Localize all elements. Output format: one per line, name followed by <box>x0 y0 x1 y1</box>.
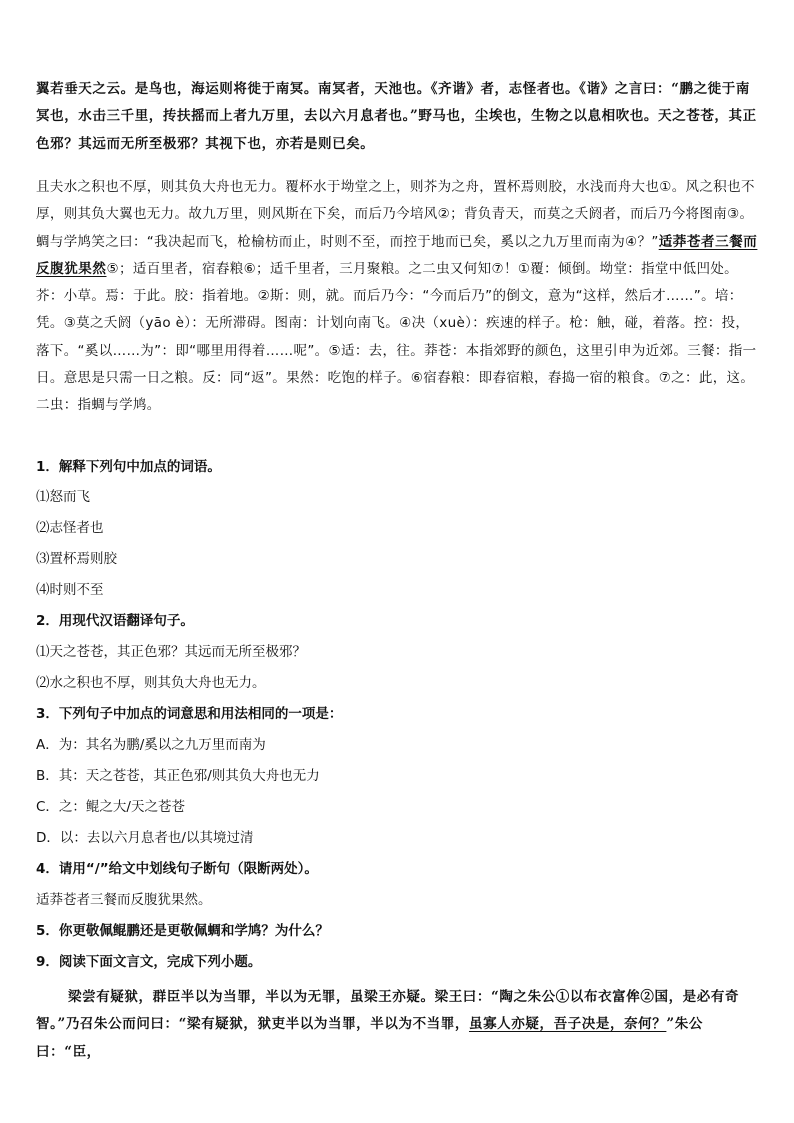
question-1-item-2: ⑵志怪者也 <box>36 520 104 536</box>
question-3-option-d: D．以：去以六月息者也/以其境过清 <box>36 830 254 846</box>
question-3-option-b: B．其：天之苍苍，其正色邪/则其负大舟也无力 <box>36 768 320 784</box>
question-4-sentence: 适莽苍者三餐而反腹犹果然。 <box>36 892 212 908</box>
question-4-title: 4．请用“/”给文中划线句子断句（限断两处）。 <box>36 861 318 877</box>
question-1-title: 1．解释下列句中加点的词语。 <box>36 459 221 475</box>
question-3-option-a: A．为：其名为鹏/奚以之九万里而南为 <box>36 737 266 753</box>
passage2-underlined-sentence: 虽寡人亦疑，吾子决是，奈何？ <box>468 1016 667 1033</box>
annotation-notes: ①覆：倾倒。坳堂：指堂中低凹处。芥：小草。焉：于此。胶：指着地。②斯：则，就。而后乃今：“今而后乃”的倒文，意为“这样，然后才……”。培：凭。③莫之夭阏（yāo è）：无所滞碍。图南：计划向南飞。④决（xuè）：疾速的样子。枪：触，碰，着落。控：投，落下。“奚以……为”：即“哪里用得着……呢”。⑤适：去，往。莽苍：本指郊野的颜色，这里引申为近郊。三餐：指一日。意思是只需一日之粮。反：同“返”。果然：吃饱的样子。⑥宿舂粮：即舂宿粮，舂捣一宿的粮食。⑦之：此，这。二虫：指蜩与学鸠。 <box>36 260 757 414</box>
question-5-title: 5．你更敬佩鲲鹏还是更敬佩蜩和学鸠？为什么？ <box>36 923 329 939</box>
passage1-original-text: 翼若垂天之云。是鸟也，海运则将徙于南冥。南冥者，天池也。《齐谐》者，志怪者也。《谐》之言曰：“鹏之徙于南冥也，水击三千里，抟扶摇而上者九万里，去以六月息者也。”野马也，尘埃也，生物之以息相吹也。天之苍苍，其正色邪？其远而无所至极邪？其视下也，亦若是则已矣。 <box>36 81 757 152</box>
question-1-item-3: ⑶置杯焉则胶 <box>36 551 117 567</box>
passage2-text-b: ”朱公曰：“臣， <box>36 1016 703 1060</box>
translation-text-b: ⑤；适百里者，宿舂粮⑥；适千里者，三月聚粮。之二虫又何知⑦！ <box>106 260 518 277</box>
question-2-item-1: ⑴天之苍苍，其正色邪？其远而无所至极邪？ <box>36 644 306 660</box>
question-1-item-1: ⑴怒而飞 <box>36 489 90 505</box>
question-2-item-2: ⑵水之积也不厚，则其负大舟也无力。 <box>36 675 266 691</box>
passage2-text <box>36 984 760 1066</box>
passage1-translation-and-notes <box>36 174 760 420</box>
question-2-title: 2．用现代汉语翻译句子。 <box>36 613 194 629</box>
question-3-option-c: C．之：鲲之大/天之苍苍 <box>36 799 185 815</box>
question-3-title: 3．下列句子中加点的词意思和用法相同的一项是： <box>36 706 343 722</box>
translation-text-a: 且夫水之积也不厚，则其负大舟也无力。覆杯水于坳堂之上，则芥为之舟，置杯焉则胶，水浅而舟大也①。风之积也不厚，则其负大翼也无力。故九万里，则风斯在下矣，而后乃今培风②；背负青天，而莫之夭阏者，而后乃今将图南③。蜩与学鸠笑之曰：“我决起而飞，枪榆枋而止，时则不至，而控于地而已矣，奚以之九万里而南为④？” <box>36 179 755 250</box>
question-1-item-4: ⑷时则不至 <box>36 582 104 598</box>
question-9-title: 9．阅读下面文言文，完成下列小题。 <box>36 954 262 970</box>
underlined-sentence: 适莽苍者三餐而反腹犹果然 <box>36 233 758 277</box>
passage2-text-a: 梁尝有疑狱，群臣半以为当罪，半以为无罪，虽梁王亦疑。梁王曰：“陶之朱公①以布衣富侔②国，是必有奇智。”乃召朱公而问曰：“梁有疑狱，狱吏半以为当罪，半以为不当罪， <box>36 989 740 1033</box>
